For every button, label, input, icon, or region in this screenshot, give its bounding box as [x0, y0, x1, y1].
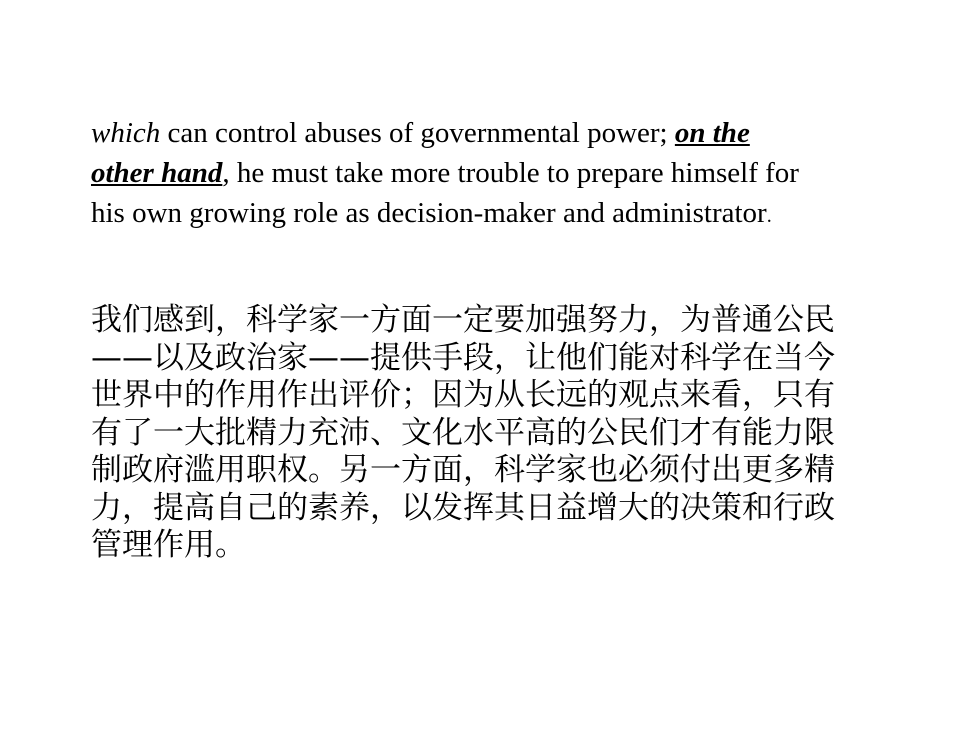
italic-word: which	[91, 117, 161, 149]
chinese-line: ——以及政治家——提供手段，让他们能对科学在当今	[91, 339, 835, 376]
chinese-line: 有了一大批精力充沛、文化水平高的公民们才有能力限	[91, 414, 835, 451]
chinese-line: 我们感到，科学家一方面一定要加强努力，为普通公民	[91, 302, 835, 338]
sentence-end-period: .	[766, 205, 772, 227]
english-line-1	[91, 113, 891, 153]
english-line-2	[91, 153, 891, 193]
chinese-line: 力，提高自己的素养，以发挥其日益增大的决策和行政	[91, 489, 835, 526]
chinese-line: 制政府滥用职权。另一方面，科学家也必须付出更多精	[91, 452, 835, 488]
highlighted-phrase-part-2: other hand	[91, 157, 223, 189]
english-line-3	[91, 193, 891, 236]
english-passage	[91, 113, 891, 236]
english-text: can control abuses of governmental power;	[160, 117, 675, 149]
highlighted-phrase-part-1: on the	[674, 117, 750, 149]
english-text: his own growing role as decision-maker and administrator	[91, 197, 767, 229]
english-text: , he must take more trouble to prepare himself for	[222, 157, 799, 189]
chinese-line: 管理作用。	[91, 527, 246, 563]
chinese-translation	[91, 302, 891, 565]
chinese-line: 世界中的作用作出评价；因为从长远的观点来看，只有	[91, 377, 835, 413]
